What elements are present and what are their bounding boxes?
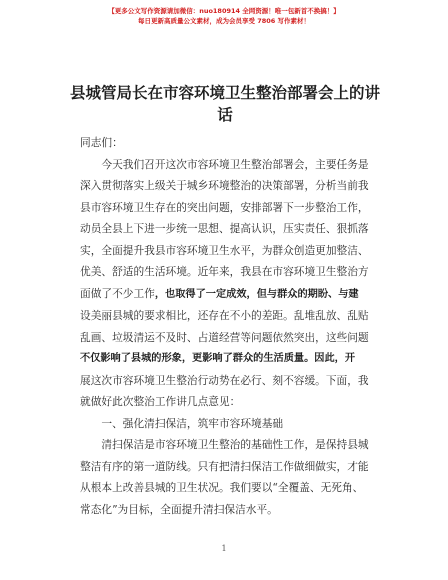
paragraph-text: 面做了不少工作 (80, 286, 155, 300)
paragraph-line: 展这次市容环境卫生整治行动势在必行、刻不容缓。下面，我 (80, 373, 369, 387)
promo-banner (0, 6, 448, 26)
highlighted-line: 不仅影响了县城的形象，更影响了群众的生活质量。因此，开 (80, 353, 356, 364)
document-title-line-1: 县城管局长在市容环境卫生整治部署会上的讲 (70, 84, 381, 102)
document-title-line-2: 话 (217, 106, 233, 124)
paragraph-line: 清扫保洁是市容环境卫生整治的基础性工作，是保持县城 (101, 438, 369, 451)
document-body (80, 132, 380, 520)
highlighted-text: ，也取得了一定成效，但与群众的期盼、与建 (154, 288, 359, 300)
section-heading-1: 一、强化清扫保洁，筑牢市容环境基础 (101, 416, 284, 430)
paragraph-line: 今天我们召开这次市容环境卫生整治部署会，主要任务是 (101, 157, 369, 171)
promo-banner-line-2: 每日更新高质量公文素材，成为会员享受 7806 写作素材！ (137, 17, 311, 25)
paragraph-cleaning (80, 434, 380, 520)
paragraph-line: 整洁有序的第一道防线。只有把清扫保洁工作做细做实，才能 (80, 459, 369, 473)
paragraph-line-mixed (80, 283, 380, 306)
paragraph-intro (80, 154, 380, 413)
paragraph-line: 优美、舒适的生活环境。近年来，我县在市容环境卫生整治方 (80, 265, 369, 278)
paragraph-line: 就做好此次整治工作讲几点意见： (80, 395, 241, 408)
salutation: 同志们： (80, 136, 123, 149)
paragraph-line: 动员全县上下进一步统一思想、提高认识，压实责任、狠抓落 (80, 222, 369, 235)
paragraph-line: 县市容环境卫生存在的突出问题，安排部署下一步整治工作， (80, 200, 369, 214)
paragraph-line: 深入贯彻落实上级关于城乡环境整治的决策部署，分析当前我 (80, 179, 369, 192)
paragraph-line: 实，全面提升我县市容环境卫生水平，为群众创造更加整洁、 (80, 243, 369, 257)
document-title (70, 82, 380, 126)
paragraph-line: 常态化”为目标，全面提升清扫保洁水平。 (80, 502, 278, 516)
paragraph-line: 从根本上改善县城的卫生状况。我们要以“全覆盖、无死角、 (80, 481, 364, 494)
page-number: 1 (221, 544, 227, 553)
promo-banner-line-1: 【更多公文写作资源请加微信：nuo180914 全网资源！唯一包新首不换搞！】 (108, 7, 340, 15)
paragraph-line: 乱画、垃圾清运不及时、占道经营等问题依然突出，这些问题 (80, 330, 369, 344)
paragraph-line: 设美丽县城的要求相比，还存在不小的差距。乱堆乱放、乱贴 (80, 309, 369, 322)
